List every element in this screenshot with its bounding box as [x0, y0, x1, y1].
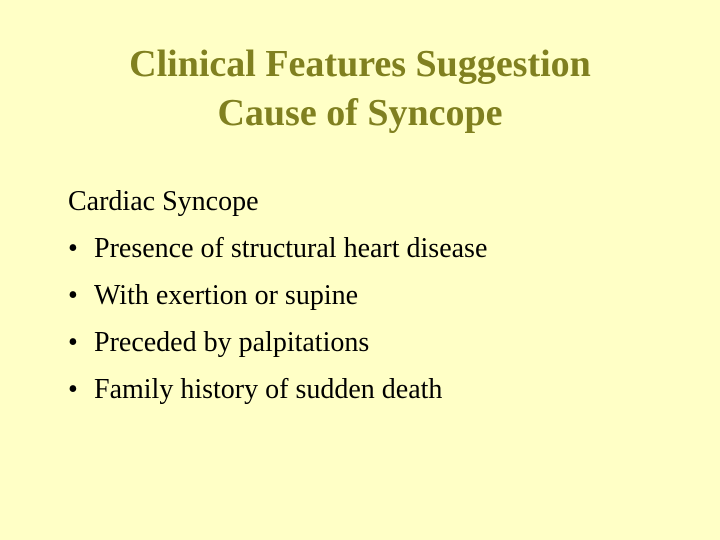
slide-title	[0, 40, 720, 138]
slide-body	[68, 178, 688, 413]
bullet-text: Preceded by palpitations	[94, 327, 370, 358]
bullet-item	[68, 319, 688, 366]
bullet-icon: •	[68, 280, 78, 311]
bullet-item	[68, 225, 688, 272]
slide-title-line-1: Clinical Features Suggestion	[129, 43, 591, 85]
slide-title-line-2: Cause of Syncope	[217, 92, 503, 134]
bullet-icon: •	[68, 327, 78, 358]
bullet-item	[68, 272, 688, 319]
section-heading: Cardiac Syncope	[68, 186, 259, 217]
bullet-item	[68, 366, 688, 413]
bullet-text: With exertion or supine	[94, 280, 359, 311]
bullet-text: Presence of structural heart disease	[94, 233, 488, 264]
bullet-list	[68, 225, 688, 413]
bullet-icon: •	[68, 233, 78, 264]
bullet-text: Family history of sudden death	[94, 374, 443, 405]
bullet-icon: •	[68, 374, 78, 405]
